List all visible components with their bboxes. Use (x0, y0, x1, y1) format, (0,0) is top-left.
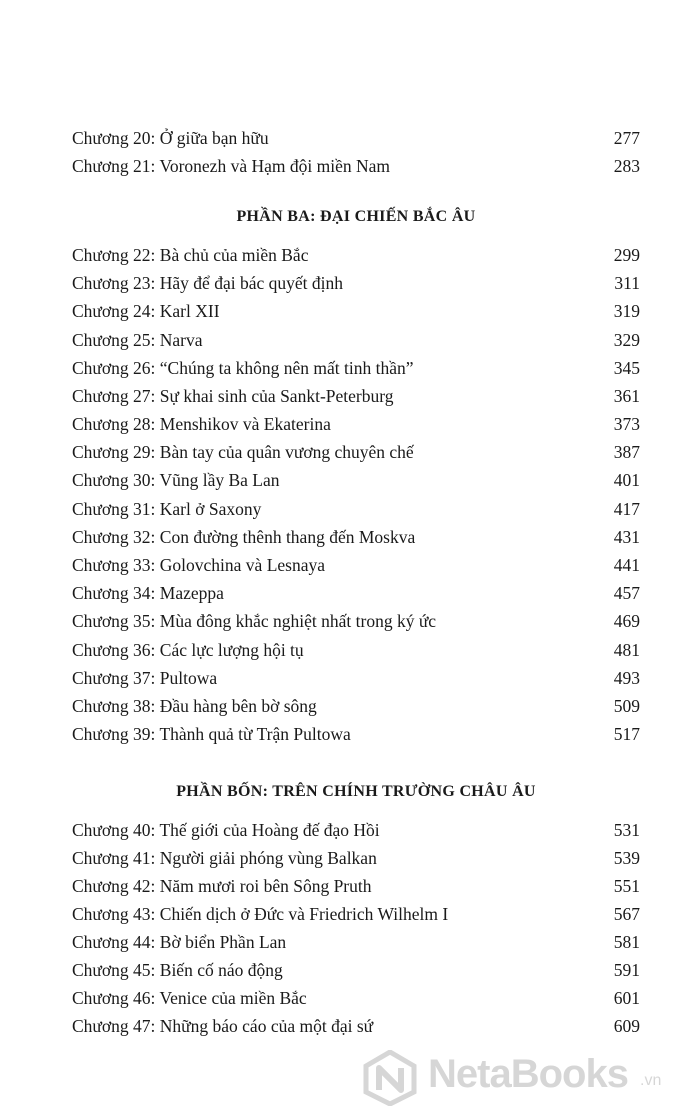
chapter-title: Chương 34: Mazeppa (72, 583, 224, 603)
chapter-title: Chương 37: Pultowa (72, 668, 218, 688)
page-number: 319 (613, 301, 640, 321)
toc-entry (72, 552, 640, 578)
toc-entry (72, 496, 640, 522)
page-number: 517 (613, 724, 640, 744)
toc-entry (72, 355, 640, 381)
chapter-title: Chương 29: Bàn tay của quân vương chuyên chế (72, 442, 414, 462)
page-number: 283 (613, 156, 640, 176)
page-number: 493 (613, 668, 640, 688)
netabooks-logo-icon (362, 1050, 418, 1106)
page-number: 567 (613, 904, 640, 924)
chapter-title: Chương 43: Chiến dịch ở Đức và Friedrich Wilhelm I (72, 904, 449, 924)
toc-entry (72, 608, 640, 634)
page-number: 469 (613, 611, 640, 631)
page-number: 601 (613, 988, 640, 1008)
toc-entry (72, 327, 640, 353)
toc-entry (72, 637, 640, 663)
page-number: 591 (613, 960, 640, 980)
page-number: 609 (613, 1016, 640, 1036)
page-number: 277 (613, 128, 640, 148)
chapter-title: Chương 32: Con đường thênh thang đến Moskva (72, 527, 416, 547)
chapter-title: Chương 25: Narva (72, 330, 203, 350)
toc-entry (72, 242, 640, 268)
toc-entry (72, 721, 640, 747)
toc-entry (72, 957, 640, 983)
toc-entry (72, 439, 640, 465)
page-number: 539 (613, 848, 640, 868)
chapter-title: Chương 31: Karl ở Saxony (72, 499, 262, 519)
chapter-title: Chương 45: Biến cố náo động (72, 960, 283, 980)
chapter-title: Chương 27: Sự khai sinh của Sankt-Peterburg (72, 386, 394, 406)
chapter-title: Chương 23: Hãy để đại bác quyết định (72, 273, 343, 293)
watermark-brand: NetaBooks (428, 1052, 628, 1096)
toc-entry (72, 125, 640, 151)
netabooks-watermark (362, 1046, 692, 1106)
chapter-title: Chương 47: Những báo cáo của một đại sứ (72, 1016, 374, 1036)
toc-entry (72, 153, 640, 179)
page-number: 299 (613, 245, 640, 265)
chapter-title: Chương 24: Karl XII (72, 301, 220, 321)
toc-entry (72, 383, 640, 409)
page-number: 361 (613, 386, 640, 406)
toc-entry (72, 270, 640, 296)
toc-entry (72, 901, 640, 927)
chapter-title: Chương 41: Người giải phóng vùng Balkan (72, 848, 377, 868)
page-number: 345 (613, 358, 640, 378)
page-number: 509 (613, 696, 640, 716)
chapter-title: Chương 38: Đầu hàng bên bờ sông (72, 696, 317, 716)
chapter-title: Chương 21: Voronezh và Hạm đội miền Nam (72, 156, 390, 176)
toc-entry (72, 524, 640, 550)
toc-entry (72, 693, 640, 719)
page-number: 581 (613, 932, 640, 952)
page-number: 329 (613, 330, 640, 350)
part-three-heading: PHẦN BA: ĐẠI CHIẾN BẮC ÂU (236, 208, 476, 225)
toc-entry (72, 929, 640, 955)
page-number: 311 (614, 273, 640, 293)
page-number: 457 (613, 583, 640, 603)
toc-entry (72, 467, 640, 493)
chapter-title: Chương 28: Menshikov và Ekaterina (72, 414, 331, 434)
toc-entry (72, 817, 640, 843)
chapter-title: Chương 22: Bà chủ của miền Bắc (72, 245, 309, 265)
page-number: 441 (613, 555, 640, 575)
chapter-title: Chương 30: Vũng lầy Ba Lan (72, 470, 280, 490)
chapter-title: Chương 26: “Chúng ta không nên mất tinh thần” (72, 358, 414, 378)
chapter-title: Chương 44: Bờ biển Phần Lan (72, 932, 287, 952)
toc-entry (72, 298, 640, 324)
page-number: 431 (613, 527, 640, 547)
page-number: 373 (613, 414, 640, 434)
chapter-title: Chương 42: Năm mươi roi bên Sông Pruth (72, 876, 372, 896)
toc-entry (72, 580, 640, 606)
watermark-suffix: .vn (640, 1072, 662, 1089)
toc-entry (72, 665, 640, 691)
page-number: 417 (613, 499, 640, 519)
chapter-title: Chương 36: Các lực lượng hội tụ (72, 640, 304, 660)
page-number: 387 (613, 442, 640, 462)
chapter-title: Chương 39: Thành quả từ Trận Pultowa (72, 724, 351, 744)
chapter-title: Chương 40: Thế giới của Hoàng đế đạo Hồi (72, 820, 380, 840)
chapter-title: Chương 46: Venice của miền Bắc (72, 988, 307, 1008)
chapter-title: Chương 33: Golovchina và Lesnaya (72, 555, 325, 575)
page-number: 551 (613, 876, 640, 896)
toc-entry (72, 845, 640, 871)
page-number: 481 (613, 640, 640, 660)
page-number: 401 (613, 470, 640, 490)
toc-entry (72, 985, 640, 1011)
part-four-heading: PHẦN BỐN: TRÊN CHÍNH TRƯỜNG CHÂU ÂU (176, 783, 536, 800)
toc-entry (72, 1013, 640, 1039)
page-number: 531 (613, 820, 640, 840)
toc-entry (72, 873, 640, 899)
toc-entry (72, 411, 640, 437)
chapter-title: Chương 35: Mùa đông khắc nghiệt nhất trong ký ức (72, 611, 437, 631)
chapter-title: Chương 20: Ở giữa bạn hữu (72, 128, 269, 148)
